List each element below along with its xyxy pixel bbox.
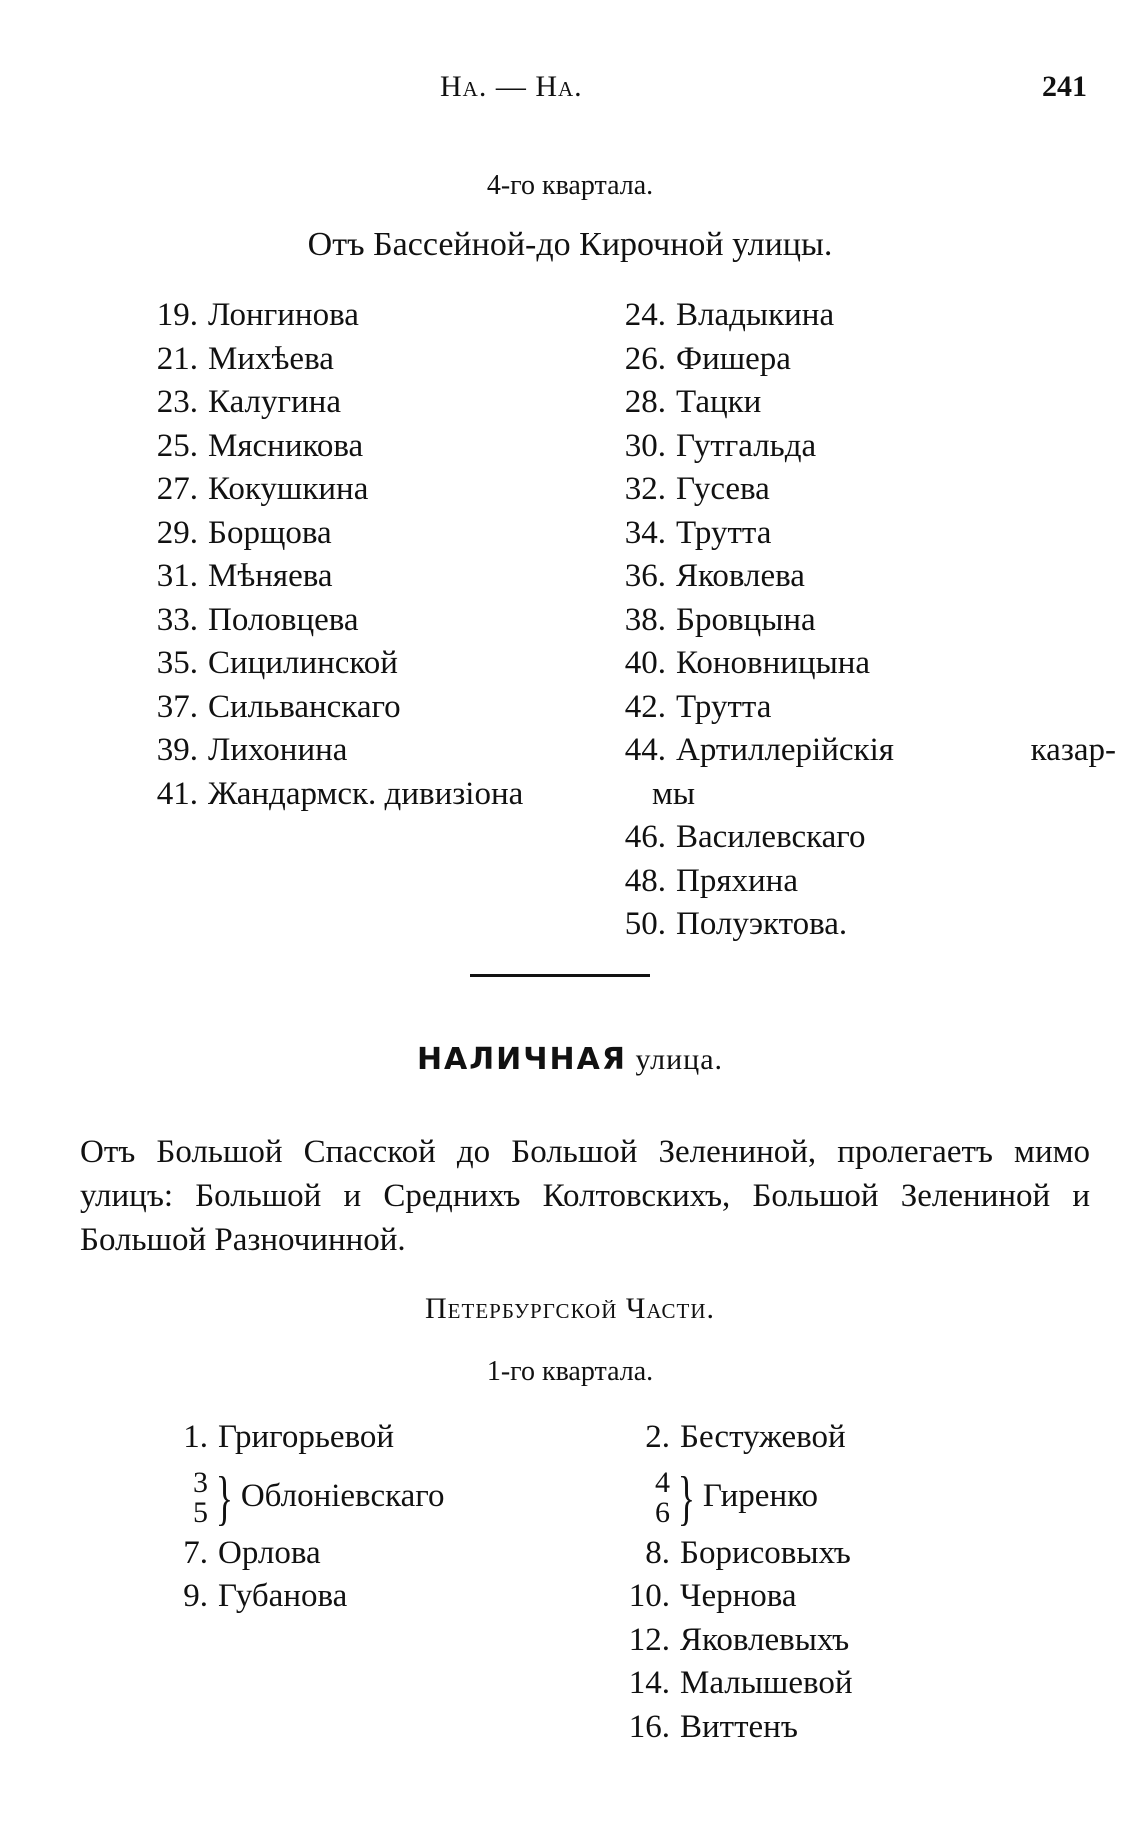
- owner-name: Сильванскаго: [208, 688, 401, 725]
- owner-name: Борисовыхъ: [680, 1534, 851, 1571]
- house-number-group: [150, 1465, 208, 1529]
- house-number: 50.: [624, 906, 666, 942]
- running-header: [0, 70, 1140, 110]
- house-number: 31.: [156, 558, 198, 594]
- house-number: 2.: [645, 1419, 670, 1455]
- owner-name: Малышевой: [680, 1665, 853, 1701]
- list-item: [140, 425, 523, 469]
- list-item: [140, 555, 523, 599]
- list-item-grouped: [612, 1460, 853, 1532]
- list-item: [140, 512, 523, 556]
- owner-name: Полуэктова.: [676, 906, 848, 942]
- range-heading: Отъ Бассейной-до Кирочной улицы.: [307, 226, 833, 263]
- house-number: 8.: [645, 1534, 670, 1571]
- house-number: 23.: [156, 384, 198, 420]
- part-heading: Петербургской Части.: [425, 1292, 715, 1325]
- brace-glyph: }: [677, 1464, 696, 1531]
- owner-name: Лонгинова: [208, 297, 359, 333]
- house-number: 44.: [624, 732, 666, 768]
- list-item: [140, 686, 523, 730]
- house-number: 5: [193, 1495, 208, 1529]
- owner-name: Трутта: [676, 514, 772, 551]
- street-suffix: улица.: [635, 1043, 724, 1076]
- owner-name: Борщова: [208, 514, 332, 551]
- house-number: 40.: [624, 645, 666, 681]
- list-item: [608, 903, 1116, 947]
- list-item: [608, 381, 1116, 425]
- house-number: 25.: [156, 427, 198, 464]
- owner-name: Жандармск. дивизіона: [208, 775, 524, 812]
- section-divider: [470, 974, 650, 977]
- owner-name: Тацки: [676, 384, 762, 420]
- list-item: [608, 555, 1116, 599]
- list-item: [612, 1662, 853, 1706]
- house-number: 29.: [156, 514, 198, 551]
- owner-name: Григорьевой: [218, 1419, 395, 1455]
- owner-name: Губанова: [218, 1578, 348, 1614]
- list-item: [608, 338, 1116, 382]
- owner-name: Пряхина: [676, 862, 798, 899]
- house-number: 41.: [156, 775, 198, 812]
- owner-name: Половцева: [208, 601, 359, 638]
- owner-name: Гутгальда: [676, 427, 817, 464]
- house-number: 28.: [624, 384, 666, 420]
- owner-name: Яковлева: [676, 558, 805, 594]
- street-description: Отъ Большой Спасской до Большой Зелениной, пролегаетъ мимо улицъ: Большой и Среднихъ Колтовскихъ, Большой Зелениной и Большой Разночинной.: [80, 1134, 1090, 1258]
- house-number: 26.: [624, 340, 666, 377]
- list-item: [140, 381, 523, 425]
- owner-name: Василевскаго: [676, 819, 866, 855]
- list-item: [140, 642, 523, 686]
- house-number: 33.: [156, 601, 198, 638]
- owner-name: Орлова: [218, 1534, 321, 1571]
- house-list-right: [608, 294, 1116, 947]
- list-item: [140, 338, 523, 382]
- list-item: [608, 686, 1116, 730]
- house-number: 32.: [624, 471, 666, 507]
- page-number: 241: [1042, 70, 1087, 103]
- list-item: [612, 1416, 853, 1460]
- list-item-continuation: [608, 773, 1116, 817]
- list-item: [608, 816, 1116, 860]
- owner-name: Бровцына: [676, 601, 816, 638]
- house-number: 4: [655, 1465, 670, 1499]
- house-number: 38.: [624, 601, 666, 638]
- house-number: 21.: [156, 340, 198, 377]
- quarter-heading: 4-го квартала.: [486, 170, 654, 201]
- list-item: [608, 860, 1116, 904]
- house-number: 16.: [628, 1708, 670, 1745]
- owner-name-wrapped: [676, 729, 1116, 773]
- list-item: [608, 425, 1116, 469]
- house-number: 42.: [624, 688, 666, 725]
- owner-name: Яковлевыхъ: [680, 1621, 850, 1658]
- house-number: 37.: [156, 688, 198, 725]
- house-number: 35.: [156, 645, 198, 681]
- owner-name: Фишера: [676, 340, 791, 377]
- owner-name: Гиренко: [702, 1477, 818, 1514]
- house-number: 27.: [156, 471, 198, 507]
- owner-name: Мясникова: [208, 427, 364, 464]
- list-item: [612, 1532, 853, 1576]
- list-item: [608, 729, 1116, 773]
- house-number: 46.: [624, 819, 666, 855]
- house-number: 30.: [624, 427, 666, 464]
- owner-name-part: казар-: [1030, 732, 1116, 768]
- list-item-grouped: [150, 1460, 444, 1532]
- list-item: [140, 294, 523, 338]
- list-item: [608, 512, 1116, 556]
- owner-name: Сицилинской: [208, 645, 398, 681]
- house-number: 34.: [624, 514, 666, 551]
- list-item: [608, 642, 1116, 686]
- owner-name: Коновницына: [676, 645, 871, 681]
- house-number: 6: [655, 1495, 670, 1529]
- house-number: 7.: [183, 1534, 208, 1571]
- list-item: [612, 1706, 853, 1750]
- owner-name: Кокушкина: [208, 471, 369, 507]
- house-number: 39.: [156, 732, 198, 768]
- list-item: [150, 1416, 444, 1460]
- house-number: 19.: [156, 297, 198, 333]
- house-number: 3: [193, 1465, 208, 1499]
- list-item: [612, 1619, 853, 1663]
- house-number: 10.: [628, 1578, 670, 1614]
- house-number: 12.: [628, 1621, 670, 1658]
- owner-name: Мѣняева: [208, 558, 333, 594]
- list-item: [150, 1532, 444, 1576]
- list-item: [140, 599, 523, 643]
- house-number: 24.: [624, 297, 666, 333]
- house-list-left: [140, 294, 523, 816]
- street-title: [0, 1042, 1140, 1077]
- list-item: [608, 468, 1116, 512]
- list-item: [140, 729, 523, 773]
- list-item: [612, 1575, 853, 1619]
- house-number: 9.: [183, 1578, 208, 1614]
- house-number: 48.: [624, 862, 666, 899]
- list-item: [140, 773, 523, 817]
- owner-name-part: Артиллерійскія: [676, 732, 894, 768]
- list-item: [608, 599, 1116, 643]
- house-number: 1.: [183, 1419, 208, 1455]
- house-list-right: [612, 1416, 853, 1749]
- house-list-left: [150, 1416, 444, 1619]
- owner-name-continuation: мы: [652, 775, 696, 812]
- owner-name: Виттенъ: [680, 1708, 798, 1745]
- street-name: НАЛИЧНАЯ: [416, 1042, 627, 1077]
- house-number: 14.: [628, 1665, 670, 1701]
- owner-name: Гусева: [676, 471, 770, 507]
- owner-name: Облоніевскаго: [240, 1477, 445, 1514]
- list-item: [608, 294, 1116, 338]
- owner-name: Владыкина: [676, 297, 835, 333]
- owner-name: Калугина: [208, 384, 341, 420]
- owner-name: Чернова: [680, 1578, 797, 1614]
- owner-name: Бестужевой: [680, 1419, 846, 1455]
- list-item: [150, 1575, 444, 1619]
- house-number: 36.: [624, 558, 666, 594]
- owner-name: Лихонина: [208, 732, 348, 768]
- running-title: На. — На.: [440, 70, 583, 103]
- brace-glyph: }: [215, 1464, 234, 1531]
- quarter-heading: 1-го квартала.: [486, 1356, 654, 1387]
- owner-name: Михѣева: [208, 340, 334, 377]
- house-number-group: [612, 1465, 670, 1529]
- owner-name: Трутта: [676, 688, 772, 725]
- list-item: [140, 468, 523, 512]
